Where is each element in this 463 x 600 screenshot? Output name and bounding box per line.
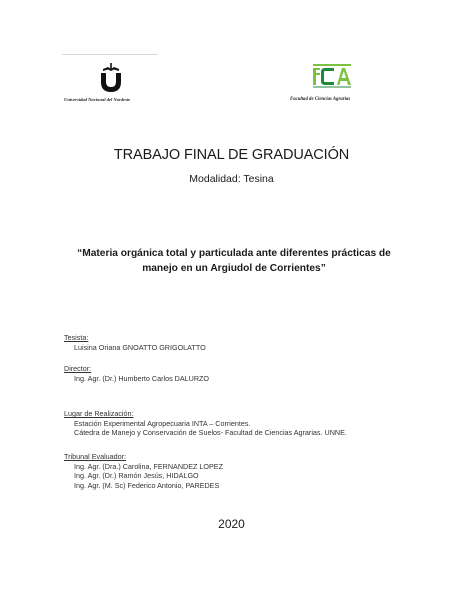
unne-emblem-icon [96,60,126,94]
lugar-block [64,409,347,438]
tribunal-label: Tribunal Evaluador: [64,452,127,461]
thesis-title [64,246,404,276]
unne-logo [62,54,162,108]
tribunal-block [64,452,223,490]
thesis-title-line: “Materia orgánica total y particulada ante diferentes prácticas de [77,248,391,259]
fca-emblem-icon [310,62,354,88]
director-label: Director: [64,364,92,373]
tribunal-member: Ing. Agr. (M. Sc) Federico Antonio, PAREDES [74,480,220,490]
thesis-title-line: manejo en un Argiudol de Corrientes” [142,263,326,274]
tesista-block [64,333,206,352]
lugar-line: Cátedra de Manejo y Conservación de Suelos- Facultad de Ciencias Agrarias. UNNE. [74,428,347,437]
director-block [64,364,209,383]
lugar-line: Estación Experimental Agropecuaria INTA – Corrientes. [74,418,251,428]
director-name: Ing. Agr. (Dr.) Humberto Carlos DALURZO [74,373,210,383]
logo-rule [62,54,158,55]
fca-caption: Facultad de Ciencias Agrarias [290,97,351,102]
lugar-label: Lugar de Realización: [64,409,134,418]
unne-caption: Universidad Nacional del Nordeste [64,97,131,102]
fca-logo [288,62,378,108]
tesista-name: Luisina Oriana GNOATTO GRIGOLATTO [74,342,206,352]
tesista-label: Tesista: [64,333,89,342]
document-year: 2020 [218,517,245,531]
tribunal-member: Ing. Agr. (Dra.) Carolina, FERNANDEZ LOPEZ [74,461,223,471]
tribunal-member: Ing. Agr. (Dr.) Ramón Jesús, HIDALGO [74,471,199,480]
document-title: TRABAJO FINAL DE GRADUACIÓN [113,147,350,163]
document-modality: Modalidad: Tesina [189,173,274,185]
